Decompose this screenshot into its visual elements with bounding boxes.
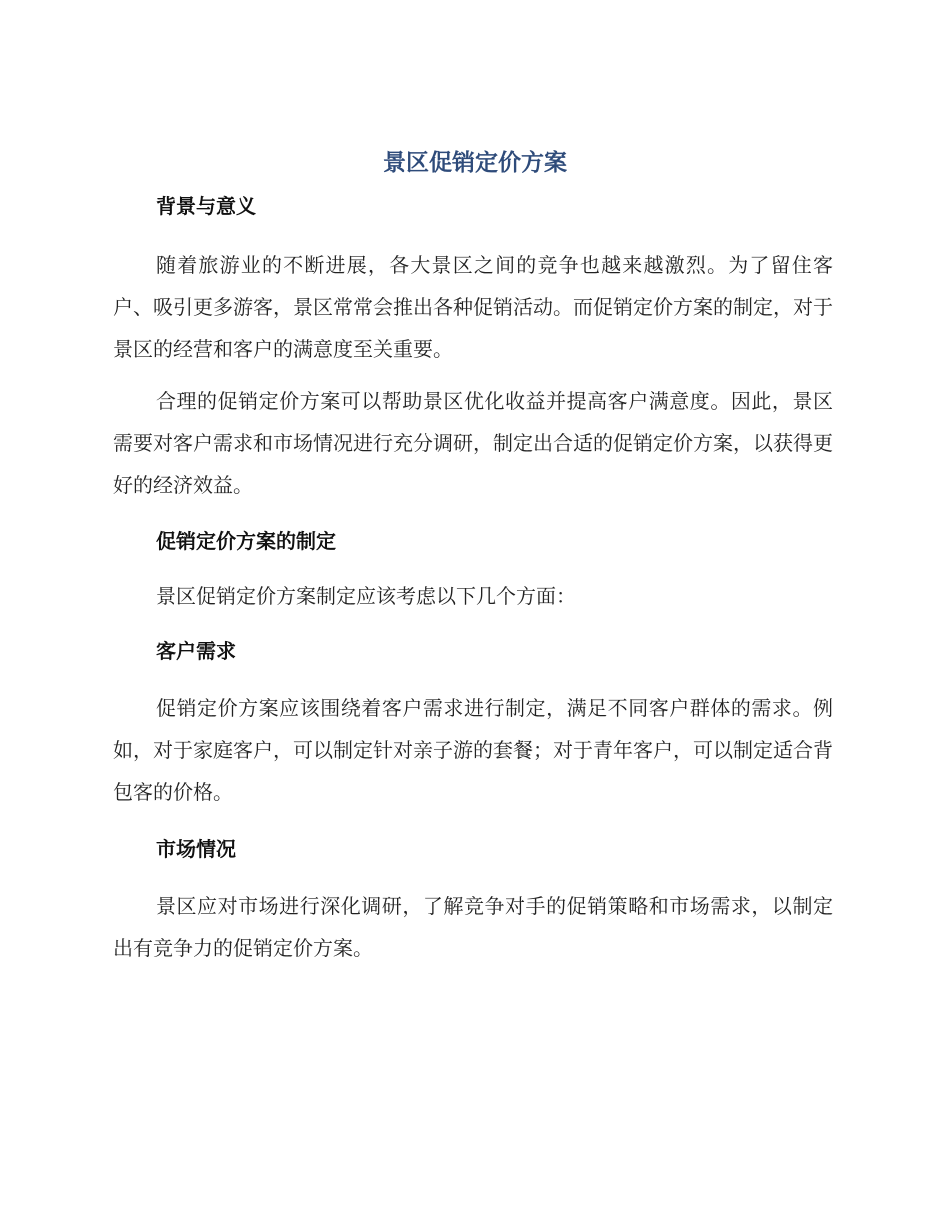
document-title: 景区促销定价方案: [383, 150, 567, 176]
paragraph-customer-needs-1: 促销定价方案应该围绕着客户需求进行制定，满足不同客户群体的需求。例如，对于家庭客户，可以制定针对亲子游的套餐；对于青年客户，可以制定适合背包客的价格。: [113, 696, 833, 804]
paragraph-market-1: 景区应对市场进行深化调研，了解竞争对手的促销策略和市场需求，以制定出有竞争力的促销定价方案。: [113, 894, 833, 960]
section-heading-background: 背景与意义: [156, 194, 256, 218]
section-heading-market: 市场情况: [156, 837, 236, 861]
section-heading-customer-needs: 客户需求: [156, 639, 236, 663]
section-heading-formulation: 促销定价方案的制定: [156, 529, 336, 553]
document-body: [113, 186, 833, 969]
paragraph-background-2: 合理的促销定价方案可以帮助景区优化收益并提高客户满意度。因此，景区需要对客户需求和市场情况进行充分调研，制定出合适的促销定价方案，以获得更好的经济效益。: [113, 389, 833, 497]
paragraph-formulation-1: 景区促销定价方案制定应该考虑以下几个方面：: [156, 584, 576, 608]
paragraph-background-1: 随着旅游业的不断进展，各大景区之间的竞争也越来越激烈。为了留住客户、吸引更多游客，景区常常会推出各种促销活动。而促销定价方案的制定，对于景区的经营和客户的满意度至关重要。: [113, 253, 833, 361]
